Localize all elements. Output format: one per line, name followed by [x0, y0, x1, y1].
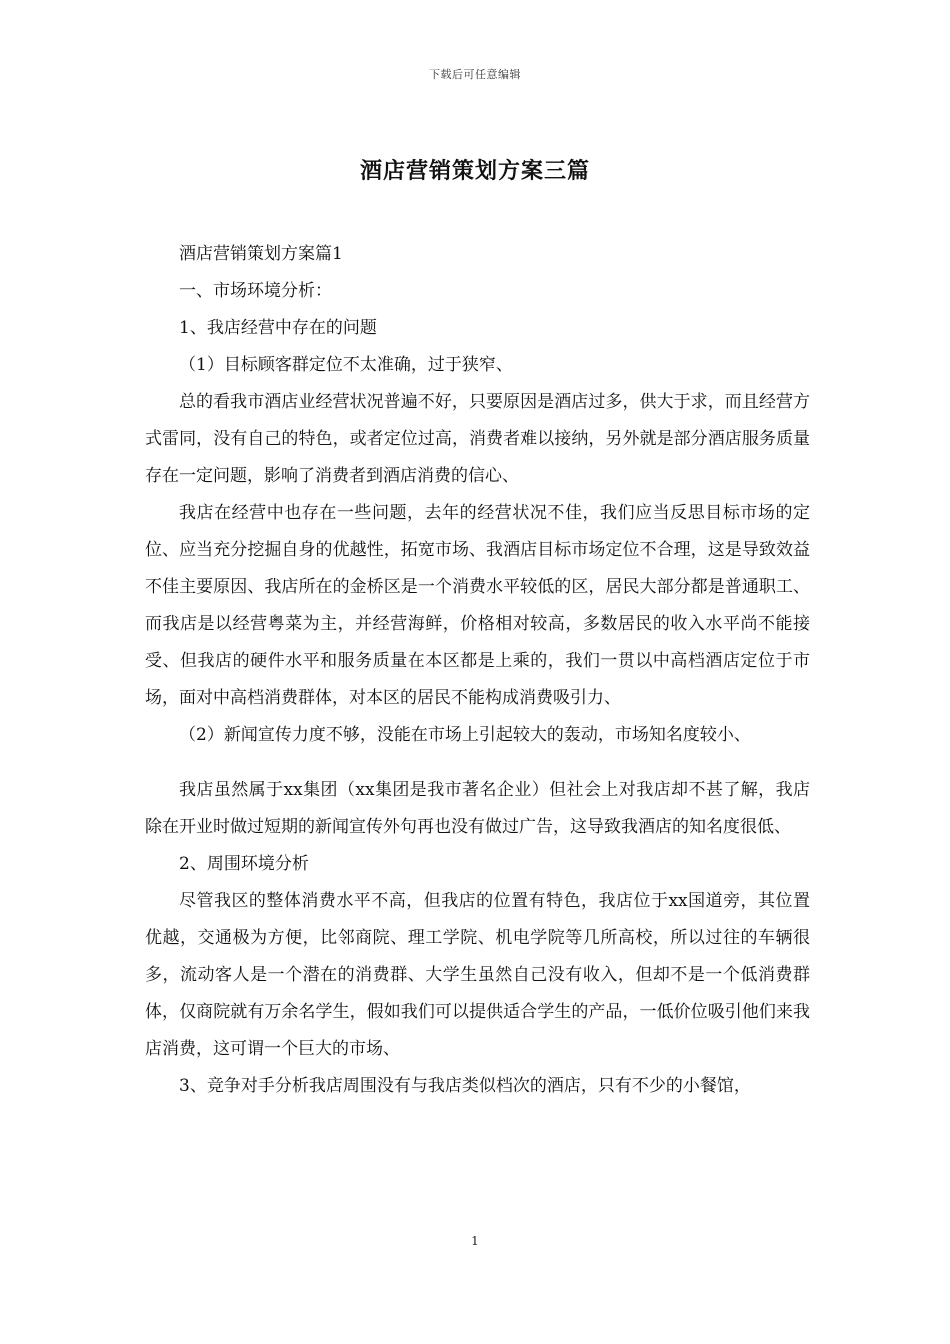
body-paragraph: 我店在经营中也存在一些问题，去年的经营状况不佳，我们应当反思目标市场的定位、应当充分挖掘自身的优越性，拓宽市场、我酒店目标市场定位不合理，这是导致效益不佳主要原因、我店所在的金桥区是一个消费水平较低的区，居民大部分都是普通职工、而我店是以经营粤菜为主，并经营海鲜，价格相对较高，多数居民的收入水平尚不能接受、但我店的硬件水平和服务质量在本区都是上乘的，我们一贯以中高档酒店定位于市场，面对中高档消费群体，对本区的居民不能构成消费吸引力、 [145, 503, 810, 708]
header-note: 下载后可任意编辑 [429, 68, 521, 81]
page-number: 1 [471, 1234, 479, 1248]
body-paragraph: 总的看我市酒店业经营状况普遍不好，只要原因是酒店过多，供大于求，而且经营方式雷同，没有自己的特色，或者定位过高，消费者难以接纳，另外就是部分酒店服务质量存在一定问题，影响了消费者到酒店消费的信心、 [145, 392, 810, 486]
subsection-heading: （2）新闻宣传力度不够，没能在市场上引起较大的轰动，市场知名度较小、 [179, 725, 751, 745]
subsection-heading: 1、我店经营中存在的问题 [179, 318, 377, 338]
document-body [145, 236, 810, 1105]
body-paragraph: 尽管我区的整体消费水平不高，但我店的位置有特色，我店位于xx国道旁，其位置优越，交通极为方便，比邻商院、理工学院、机电学院等几所高校，所以过往的车辆很多，流动客人是一个潜在的消费群、大学生虽然自己没有收入，但却不是一个低消费群体，仅商院就有万余名学生，假如我们可以提供适合学生的产品，一低价位吸引他们来我店消费，这可谓一个巨大的市场、 [145, 891, 810, 1059]
section-heading: 酒店营销策划方案篇1 [179, 244, 343, 264]
subsection-heading: （1）目标顾客群定位不太准确，过于狭窄、 [179, 355, 513, 375]
document-title: 酒店营销策划方案三篇 [359, 158, 590, 184]
body-paragraph: 3、竞争对手分析我店周围没有与我店类似档次的酒店，只有不少的小餐馆， [179, 1076, 751, 1096]
subsection-heading: 2、周围环境分析 [179, 854, 309, 874]
section-heading: 一、市场环境分析： [179, 281, 332, 301]
body-paragraph: 我店虽然属于xx集团（xx集团是我市著名企业）但社会上对我店却不甚了解，我店除在开业时做过短期的新闻宣传外句再也没有做过广告，这导致我酒店的知名度很低、 [145, 780, 810, 837]
